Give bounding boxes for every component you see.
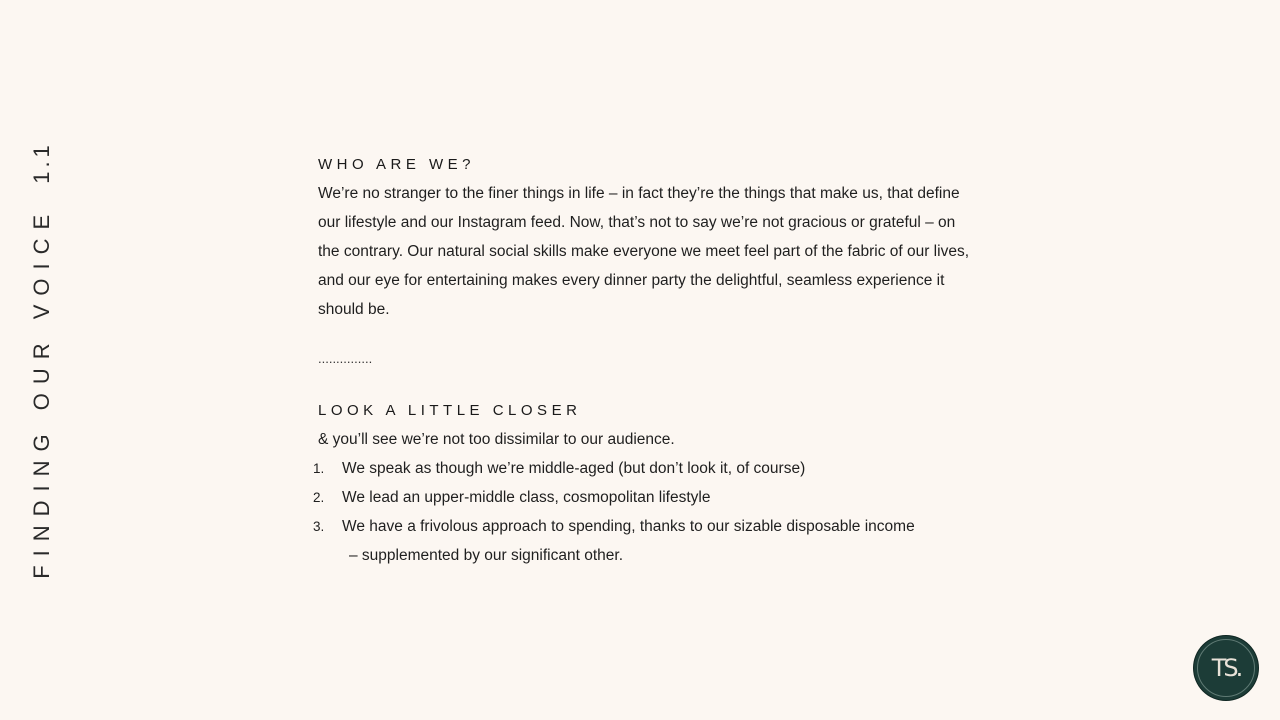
audience-traits-list (313, 454, 978, 570)
list-item-text: We speak as though we’re middle-aged (but don’t look it, of course) (342, 460, 806, 477)
main-content (313, 150, 978, 570)
list-item (313, 454, 978, 483)
list-item-number: 2. (313, 490, 325, 505)
list-item (313, 512, 978, 570)
list-item-continuation: – supplemented by our significant other. (349, 547, 624, 564)
list-item-text: We lead an upper-middle class, cosmopolitan lifestyle (342, 489, 711, 506)
dotted-divider: ............... (318, 351, 373, 366)
side-label-title: FINDING OUR VOICE (29, 205, 54, 579)
section-heading-who-are-we: WHO ARE WE? (318, 156, 476, 173)
side-label-number: 1.1 (29, 141, 54, 184)
brand-logo (1194, 636, 1258, 700)
section-heading-look-closer: LOOK A LITTLE CLOSER (318, 402, 582, 419)
section-paragraph-who-are-we: We’re no stranger to the finer things in life – in fact they’re the things that make us, that define our lifestyle and our Instagram feed. Now, that’s not to say we’re not gracious or grateful – on the contrary. Our natural social skills make everyone we meet feel part of the fabric of our lives, and our eye for entertaining makes every dinner party the delightful, seamless experience it should be. (318, 185, 969, 318)
side-label-rotated (29, 141, 55, 579)
logo-text: TS. (1211, 654, 1241, 682)
section-intro-look-closer: & you’ll see we’re not too dissimilar to our audience. (318, 431, 675, 448)
list-item (313, 483, 978, 512)
list-item-number: 3. (313, 519, 325, 534)
list-item-number: 1. (313, 461, 325, 476)
list-item-text: We have a frivolous approach to spending, thanks to our sizable disposable income (342, 518, 915, 535)
